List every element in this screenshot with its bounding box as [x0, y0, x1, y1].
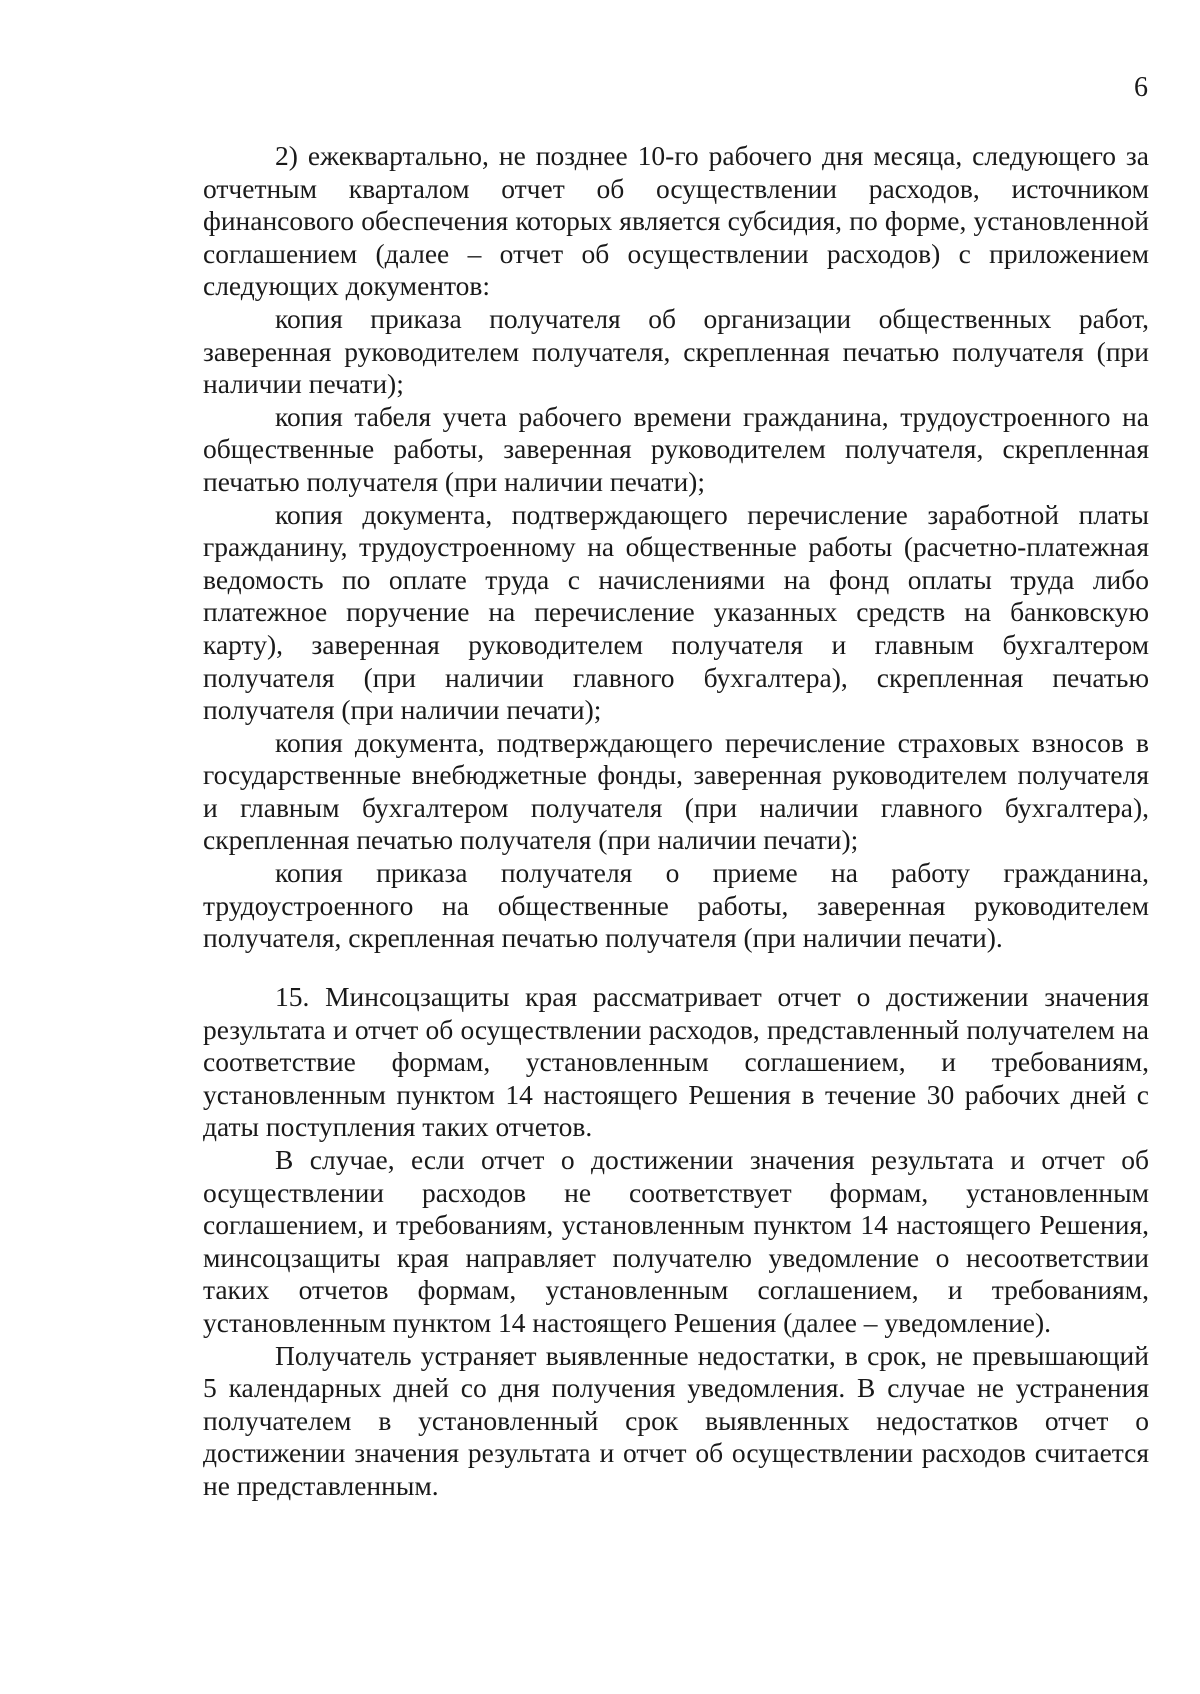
paragraph-hiring-order-copy: копия приказа получателя о приеме на работу гражданина, трудоустроенного на общественные работы, заверенная руководителем получателя, скрепленная печатью получателя (при наличии печати). [203, 857, 1149, 954]
paragraph-timesheet-copy: копия табеля учета рабочего времени гражданина, трудоустроенного на общественные работы, заверенная руководителем получателя, скрепленная печатью получателя (при наличии печати); [203, 400, 1149, 497]
paragraph-section-15-correction: Получатель устраняет выявленные недостатки, в срок, не превышающий 5 календарных дней со дня получения уведомления. В случае не устранения получателем в установленный срок выявленных недостатков отчет о достижении значения результата и отчет об осуществлении расходов считается не представленным. [203, 1339, 1149, 1501]
paragraph-order-copy: копия приказа получателя об организации общественных работ, заверенная руководителем получателя, скрепленная печатью получателя (при наличии печати); [203, 302, 1149, 400]
paragraph-insurance-payment-copy: копия документа, подтверждающего перечисление страховых взносов в государственные внебюджетные фонды, заверенная руководителем получателя и главным бухгалтером получателя (при наличии главного бухгалтера), скрепленная печатью получателя (при наличии печати); [203, 726, 1149, 856]
page-number: 6 [1134, 72, 1148, 103]
paragraph-section-15-nonconformity: В случае, если отчет о достижении значения результата и отчет об осуществлении расходов не соответствует формам, установленным соглашением, и требованиям, установленным пунктом 14 настоящего Решения, минсоцзащиты края направляет получателю уведомление о несоответствии таких отчетов формам, установленным соглашением, и требованиям, установленным пунктом 14 настоящего Решения (далее – уведомление). [203, 1143, 1149, 1338]
paragraph-section-15-review: 15. Минсоцзащиты края рассматривает отчет о достижении значения результата и отчет об осуществлении расходов, представленный получателем на соответствие формам, установленным соглашением, и требованиям, установленным пунктом 14 настоящего Решения в течение 30 рабочих дней с даты поступления таких отчетов. [203, 981, 1149, 1143]
paragraph-salary-payment-copy: копия документа, подтверждающего перечисление заработной платы гражданину, трудоустроенному на общественные работы (расчетно-платежная ведомость по оплате труда с начислениями на фонд оплаты труда либо платежное поручение на перечисление указанных средств на банковскую карту), заверенная руководителем получателя и главным бухгалтером получателя (при наличии главного бухгалтера), скрепленная печатью получателя (при наличии печати); [203, 498, 1149, 726]
paragraph-quarterly-report: 2) ежеквартально, не позднее 10-го рабочего дня месяца, следующего за отчетным кварталом отчет об осуществлении расходов, источником финансового обеспечения которых является субсидия, по форме, установленной соглашением (далее – отчет об осуществлении расходов) с приложением следующих документов: [203, 140, 1149, 302]
section-15 [203, 981, 1149, 1503]
section-14-continuation [203, 140, 1149, 955]
